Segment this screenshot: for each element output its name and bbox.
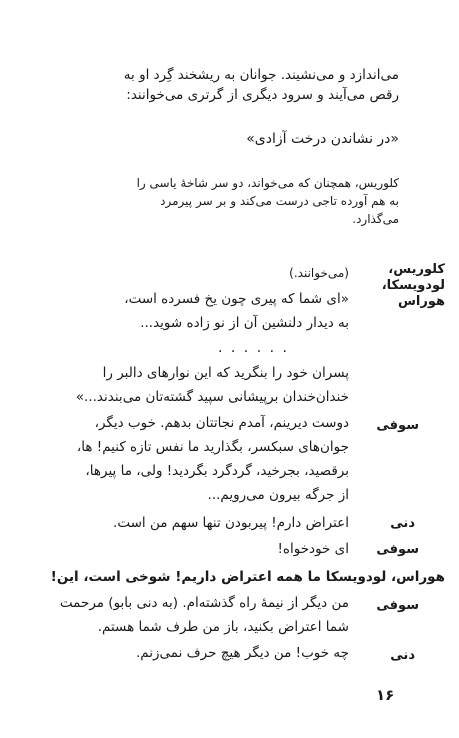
dialogue-sofi-2-line-1: ای خودخواه! xyxy=(277,541,349,557)
speaker-sofi-2: سوفی xyxy=(376,542,419,557)
speaker-deni-2: دنی xyxy=(390,648,415,663)
dialogue-deni-2-line-1: چه خوب! من دیگر هیچ حرف نمی‌زنم. xyxy=(135,645,349,661)
speaker-group-1-label: کلوریس، لودویسکا، هوراس xyxy=(381,262,445,309)
speaker-deni-1: دنی xyxy=(390,516,415,531)
speaker-group-1 xyxy=(359,262,445,310)
page-number: ۱۶ xyxy=(376,686,395,704)
speaker-sofi-1: سوفی xyxy=(376,418,419,433)
dialogue-sofi-1-line-3: برقصید، بجرخید، گردگرد بگردید! ولی، ما پیرها، xyxy=(85,463,349,479)
dialogue-sofi-1-line-4: از جرگه بیرون می‌رویم... xyxy=(207,487,349,503)
intro-line-1: می‌اندازد و می‌نشیند. جوانان به ریشخند گِرد او به xyxy=(123,67,399,83)
verse-line-4: خندان‌خندان برپیشانی سپید گشته‌تان می‌بندند...» xyxy=(75,389,349,405)
stage-direction-line-2: به هم آورده تاجی درست می‌کند و بر سر پیرمرد xyxy=(160,194,399,208)
verse-line-3: پسران خود را بنگرید که این نوارهای دالبر را xyxy=(102,365,349,381)
dialogue-deni-1-line-1: اعتراض دارم! پیربودن تنها سهم من است. xyxy=(113,515,349,531)
group-line: هوراس، لودویسکا ما همه اعتراض داریم! شوخی است، این! xyxy=(50,569,445,585)
verse-ellipsis: . . . . . . xyxy=(218,340,289,356)
dialogue-sofi-3-line-1: من دیگر از نیمهٔ راه گذشته‌ام. (به دنی بابو) مرحمت xyxy=(59,595,349,611)
dialogue-sofi-1-line-2: جوان‌های سبکسر، بگذارید ما نفس تازه کنیم! ها، xyxy=(76,439,349,455)
verse-line-2: به دیدار دلنشین آن از نو زاده شوید... xyxy=(140,315,349,331)
stage-direction-sing: (می‌خوانند.) xyxy=(289,266,349,280)
stage-direction-line-1: کلوریس، همچنان که می‌خواند، دو سر شاخهٔ یاسی را xyxy=(136,176,399,190)
dialogue-sofi-3-line-2: شما اعتراض بکنید، باز من طرف شما هستم. xyxy=(97,619,349,635)
song-title: «در نشاندن درخت آزادی» xyxy=(246,131,399,147)
dialogue-sofi-1-line-1: دوست دیرینم، آمدم نجاتتان بدهم. خوب دیگر، xyxy=(94,415,349,431)
verse-line-1: «ای شما که پیری چون یخ فسرده است، xyxy=(124,291,349,307)
speaker-sofi-3: سوفی xyxy=(376,598,419,613)
intro-line-2: رقص می‌آیند و سرود دیگری از گرتری می‌خوانند: xyxy=(126,87,399,103)
stage-direction-line-3: می‌گذارد. xyxy=(352,212,399,226)
